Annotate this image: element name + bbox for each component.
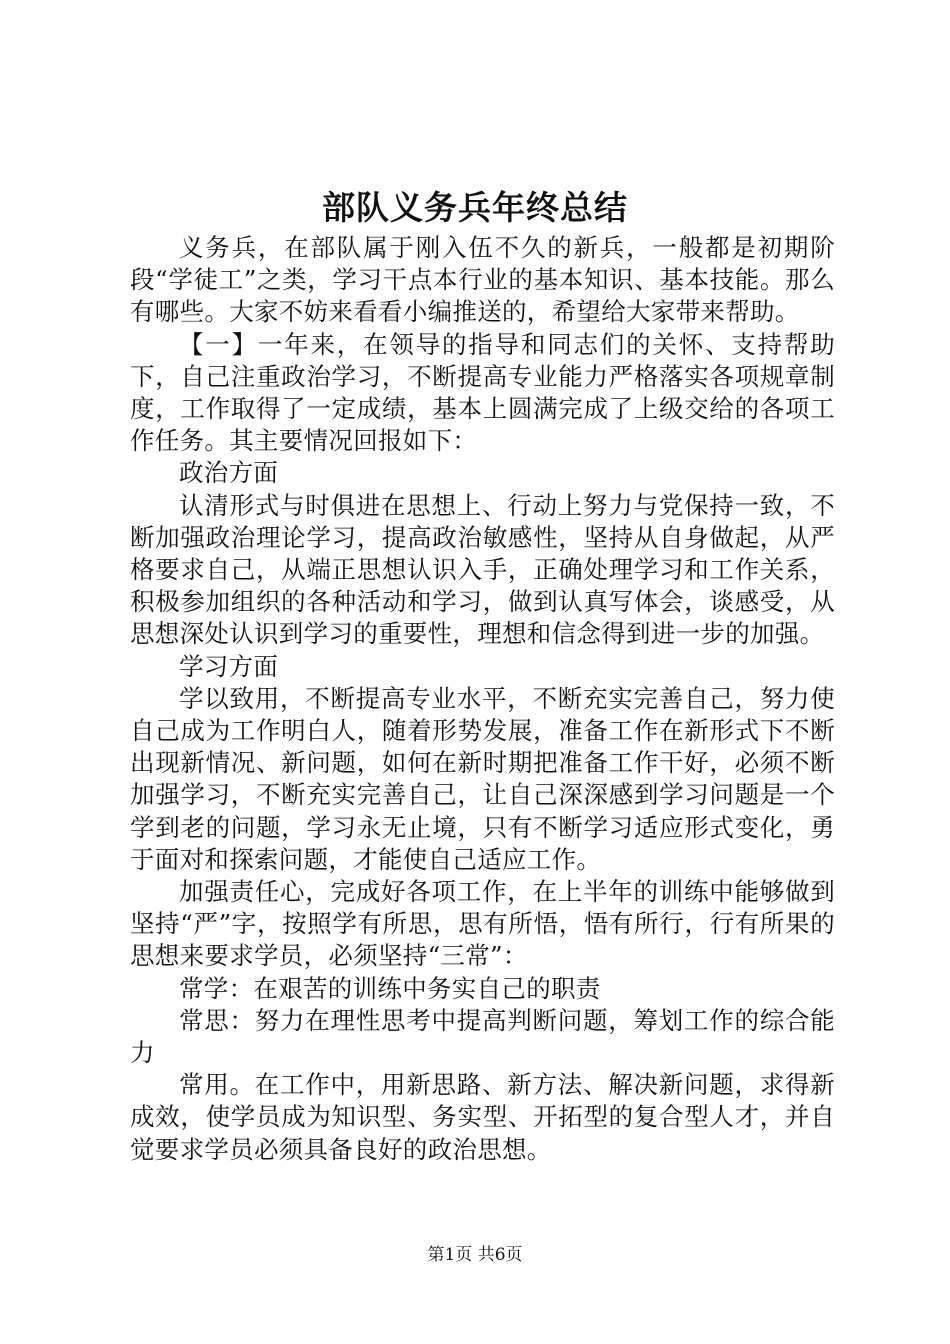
page-footer: 第1页 共6页 [427,1245,523,1265]
constant-study-paragraph: 常学：在艰苦的训练中务实自己的职责 [179,973,601,1003]
constant-use-paragraph: 常用。在工作中，用新思路、新方法、解决新问题，求得新成效，使学员成为知识型、务实型、开拓型的复合型人才，并自觉要求学员必须具备良好的政治思想。 [130,1070,835,1164]
document-body [130,232,835,1166]
politics-paragraph: 认清形式与时俱进在思想上、行动上努力与党保持一致，不断加强政治理论学习，提高政治敏感性，坚持从自身做起，从严格要求自己，从端正思想认识入手，正确处理学习和工作关系，积极参加组织的各种活动和学习，做到认真写体会，谈感受，从思想深处认识到学习的重要性，理想和信念得到进一步的加强。 [130,490,835,649]
study-paragraph: 学以致用，不断提高专业水平，不断充实完善自己，努力使自己成为工作明白人，随着形势发展，准备工作在新形式下不断出现新情况、新问题，如何在新时期把准备工作干好，必须不断加强学习，不断充实完善自己，让自己深深感到学习问题是一个学到老的问题，学习永无止境，只有不断学习适应形式变化，勇于面对和探索问题，才能使自己适应工作。 [130,683,835,874]
intro-paragraph: 义务兵，在部队属于刚入伍不久的新兵，一般都是初期阶段“学徒工”之类，学习干点本行业的基本知识、基本技能。那么有哪些。大家不妨来看看小编推送的，希望给大家带来帮助。 [130,233,835,327]
politics-heading: 政治方面 [179,458,279,488]
section-one-paragraph: 【一】一年来，在领导的指导和同志们的关怀、支持帮助下，自己注重政治学习，不断提高专业能力严格落实各项规章制度，工作取得了一定成绩，基本上圆满完成了上级交给的各项工作任务。其主要情况回报如下： [130,329,835,456]
constant-thinking-paragraph: 常思：努力在理性思考中提高判断问题，筹划工作的综合能力 [130,1005,835,1068]
study-heading: 学习方面 [179,651,279,681]
responsibility-paragraph: 加强责任心，完成好各项工作，在上半年的训练中能够做到坚持“严”字，按照学有所思，思有所悟，悟有所行，行有所果的思想来要求学员，必须坚持“三常”： [130,877,835,971]
document-title: 部队义务兵年终总结 [322,188,628,227]
